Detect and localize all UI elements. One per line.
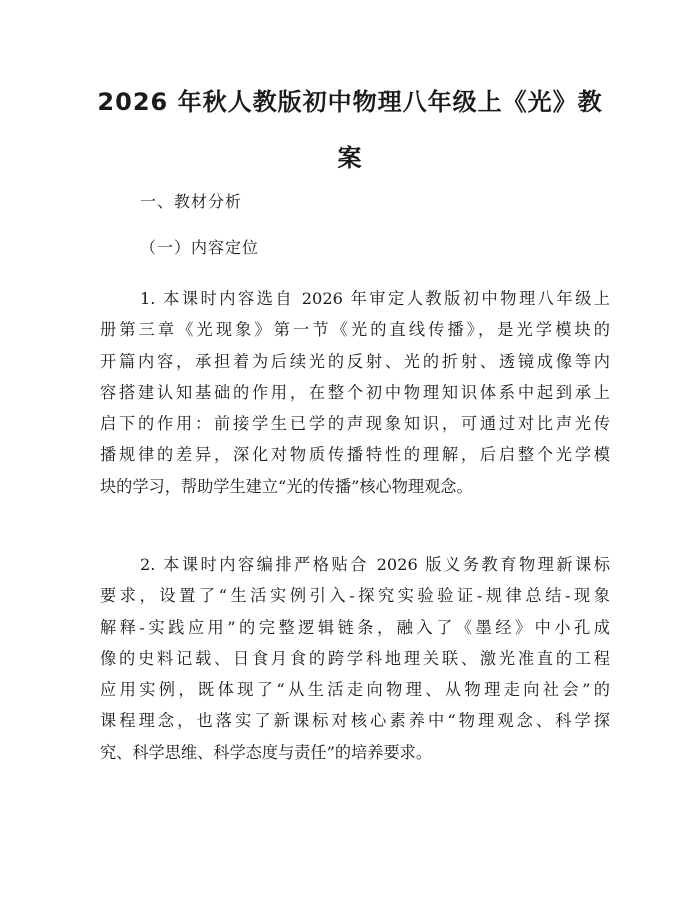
subsection-heading: （一）内容定位 (140, 238, 260, 257)
paragraph-2-line: 解释-实践应用”的完整逻辑链条，融入了《墨经》中小孔成 (100, 617, 610, 637)
paragraph-1-line: 播规律的差异，深化对物质传播特性的理解，后启整个光学模 (100, 445, 610, 465)
paragraph-1-line: 容搭建认知基础的作用，在整个初中物理知识体系中起到承上 (100, 382, 610, 402)
paragraph-1-line: 块的学习，帮助学生建立“光的传播”核心物理观念。 (100, 476, 473, 496)
paragraph-2-line: 2. 本课时内容编排严格贴合 2026 版义务教育物理新课标 (140, 555, 610, 574)
paragraph-2-line: 应用实例，既体现了“从生活走向物理、从物理走向社会”的 (100, 680, 610, 700)
document-title-line-1: 2026 年秋人教版初中物理八年级上《光》教 (97, 88, 603, 116)
paragraph-2-line: 要求，设置了“生活实例引入-探究实验验证-规律总结-现象 (100, 586, 610, 606)
section-heading: 一、教材分析 (140, 192, 243, 211)
paragraph-1-line: 1. 本课时内容选自 2026 年审定人教版初中物理八年级上 (140, 289, 610, 308)
document-title-line-2: 案 (337, 144, 363, 172)
paragraph-1-line: 启下的作用：前接学生已学的声现象知识，可通过对比声光传 (100, 414, 610, 434)
paragraph-1 (100, 283, 610, 502)
paragraph-2-line: 究、科学思维、科学态度与责任”的培养要求。 (100, 742, 433, 762)
paragraph-1-line: 开篇内容，承担着为后续光的反射、光的折射、透镜成像等内 (100, 351, 610, 371)
paragraph-2-line: 课程理念，也落实了新课标对核心素养中“物理观念、科学探 (100, 711, 610, 731)
paragraph-2-line: 像的史料记载、日食月食的跨学科地理关联、激光准直的工程 (100, 648, 610, 668)
paragraph-2 (100, 549, 610, 768)
paragraph-1-line: 册第三章《光现象》第一节《光的直线传播》，是光学模块的 (100, 320, 610, 340)
